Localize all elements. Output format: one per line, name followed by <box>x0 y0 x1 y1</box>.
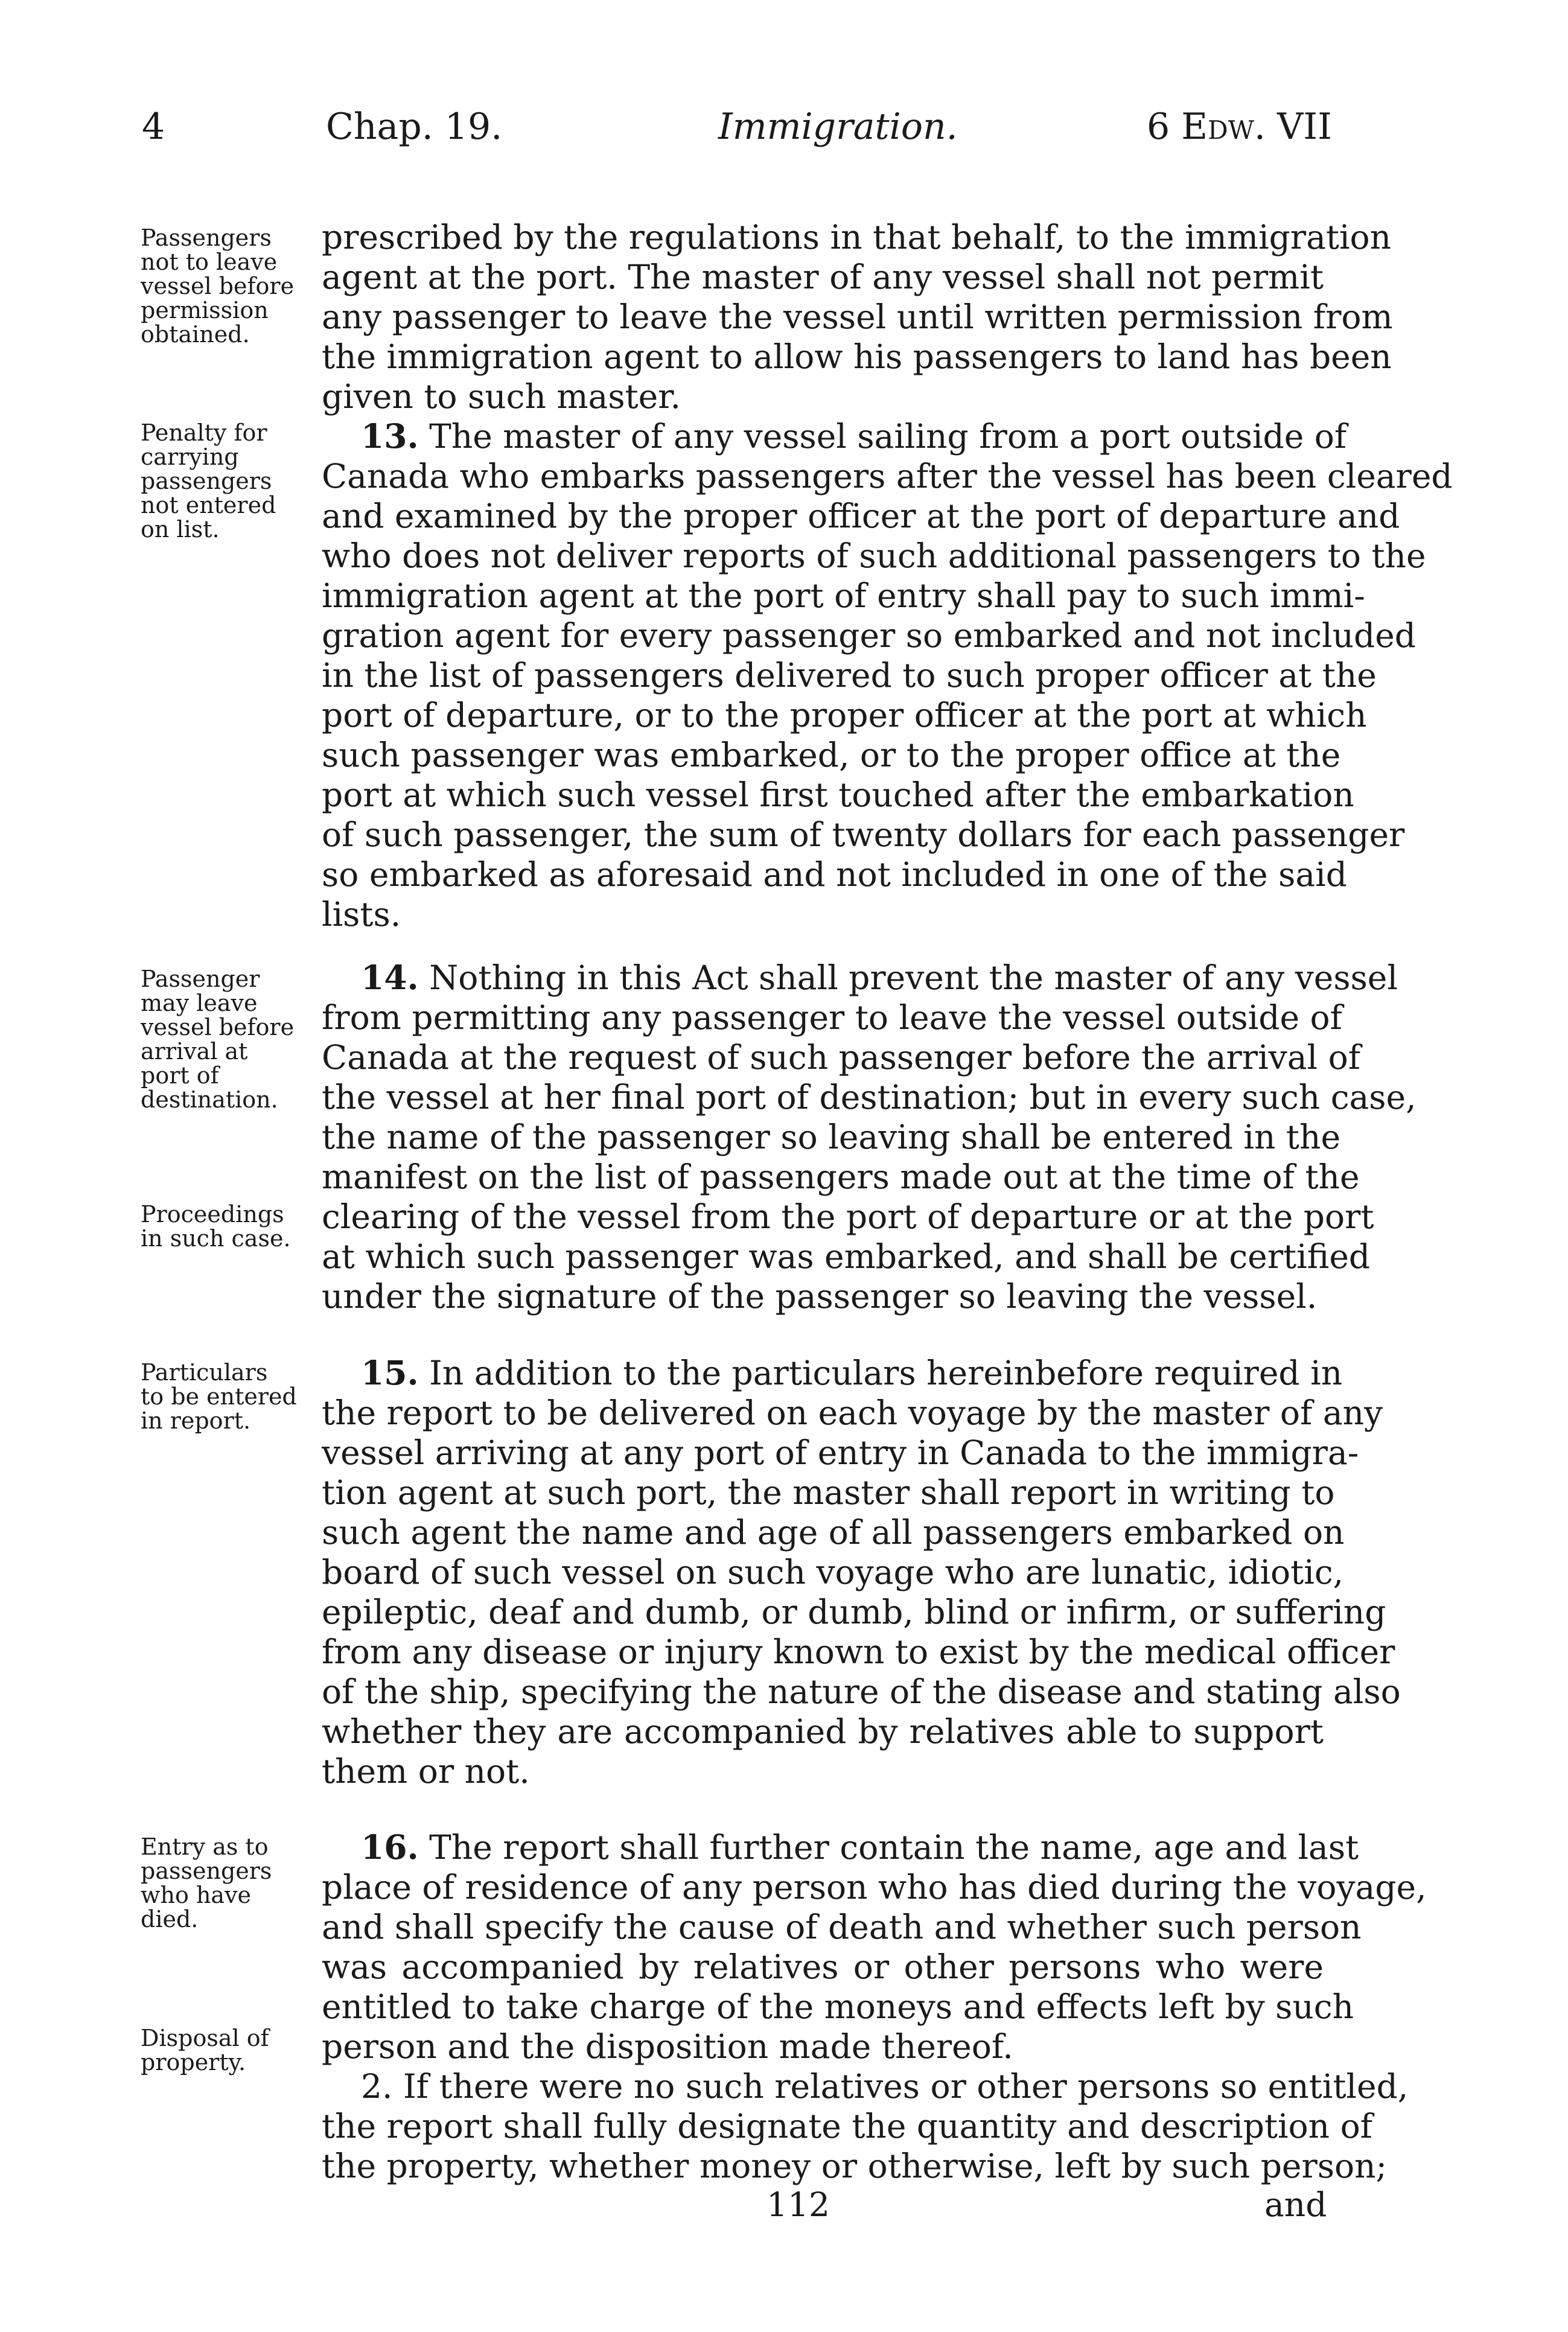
regnal-year: 6 Edw. VII <box>1147 106 1332 148</box>
marginal-note: property. <box>141 2049 246 2076</box>
body-line: Canada who embarks passengers after the vessel has been cleared <box>322 457 1453 495</box>
marginal-note: not entered <box>141 492 276 518</box>
marginal-note: Proceedings <box>141 1201 284 1228</box>
catchword: and <box>1264 2185 1327 2224</box>
marginal-note: died. <box>141 1906 199 1932</box>
section-15-first-line: 15. In addition to the particulars hereinbefore required in <box>361 1353 1343 1392</box>
folio-number: 112 <box>766 2185 830 2224</box>
body-line: any passenger to leave the vessel until written permission from <box>322 298 1393 336</box>
body-line: gration agent for every passenger so embarked and not included <box>322 616 1416 655</box>
body-line: was accompanied by relatives or other persons who were <box>322 1948 1324 1986</box>
body-line: and shall specify the cause of death and whether such person <box>322 1908 1362 1946</box>
body-line: given to such master. <box>322 377 681 416</box>
body-line: under the signature of the passenger so leaving the vessel. <box>322 1277 1318 1316</box>
body-line: person and the disposition made thereof. <box>322 2027 1013 2066</box>
body-line: of the ship, specifying the nature of the disease and stating also <box>322 1672 1401 1711</box>
marginal-note: obtained. <box>141 321 250 348</box>
body-line: tion agent at such port, the master shall report in writing to <box>322 1473 1335 1512</box>
marginal-note: port of <box>141 1062 219 1089</box>
section-13-first-line: 13. The master of any vessel sailing from a port outside of <box>361 416 1347 456</box>
marginal-note: who have <box>141 1882 252 1908</box>
section-16-first-line: 16. The report shall further contain the name, age and last <box>361 1827 1359 1867</box>
body-line: port at which such vessel first touched after the embarkation <box>322 776 1354 814</box>
body-line: Canada at the request of such passenger before the arrival of <box>322 1038 1361 1077</box>
body-line: whether they are accompanied by relatives able to support <box>322 1712 1324 1751</box>
body-line: of such passenger, the sum of twenty dollars for each passenger <box>322 815 1405 854</box>
body-line: entitled to take charge of the moneys and effects left by such <box>322 1987 1354 2026</box>
page-number: 4 <box>142 106 165 148</box>
body-line: who does not deliver reports of such additional passengers to the <box>322 537 1426 575</box>
marginal-note: destination. <box>141 1086 278 1113</box>
marginal-note: Passenger <box>141 966 260 992</box>
body-line: agent at the port. The master of any vessel shall not permit <box>322 258 1324 296</box>
body-line: epileptic, deaf and dumb, or dumb, blind or infirm, or suffering <box>322 1593 1386 1631</box>
section-number: 13. <box>361 416 419 456</box>
body-line: board of such vessel on such voyage who are lunatic, idiotic, <box>322 1553 1344 1591</box>
marginal-note: carrying <box>141 444 239 470</box>
section-14-first-line: 14. Nothing in this Act shall prevent the master of any vessel <box>361 958 1398 997</box>
body-line: immigration agent at the port of entry shall pay to such immi- <box>322 576 1365 615</box>
body-line: the immigration agent to allow his passengers to land has been <box>322 337 1392 376</box>
marginal-note: Particulars <box>141 1359 268 1386</box>
marginal-note: in such case. <box>141 1225 291 1252</box>
section-number: 14. <box>361 958 419 997</box>
marginal-note: Passengers <box>141 225 272 251</box>
body-line: such passenger was embarked, or to the proper office at the <box>322 736 1341 774</box>
marginal-note: vessel before <box>141 273 295 299</box>
marginal-note: passengers <box>141 1858 272 1884</box>
body-line: the vessel at her final port of destination; but in every such case, <box>322 1078 1417 1117</box>
marginal-note: permission <box>141 297 269 323</box>
marginal-note: Entry as to <box>141 1833 269 1860</box>
body-line: lists. <box>322 895 401 934</box>
marginal-note: Penalty for <box>141 419 267 446</box>
body-line: such agent the name and age of all passengers embarked on <box>322 1513 1345 1552</box>
marginal-note: to be entered <box>141 1383 297 1410</box>
body-line: port of departure, or to the proper officer at the port at which <box>322 696 1367 734</box>
body-line: them or not. <box>322 1752 530 1791</box>
body-line: place of residence of any person who has died during the voyage, <box>322 1868 1427 1907</box>
body-line: prescribed by the regulations in that behalf, to the immigration <box>322 218 1392 256</box>
subsection-2-line: 2. If there were no such relatives or other persons so entitled, <box>361 2067 1409 2106</box>
marginal-note: Disposal of <box>141 2025 269 2051</box>
marginal-note: not to leave <box>141 249 278 275</box>
marginal-note: in report. <box>141 1407 251 1434</box>
section-number: 15. <box>361 1353 419 1392</box>
body-line: the report shall fully designate the quantity and description of <box>322 2107 1373 2146</box>
marginal-note: arrival at <box>141 1038 248 1065</box>
marginal-note: passengers <box>141 468 272 494</box>
marginal-note: on list. <box>141 516 220 543</box>
body-line: manifest on the list of passengers made out at the time of the <box>322 1158 1360 1196</box>
section-number: 16. <box>361 1827 419 1867</box>
body-line: the name of the passenger so leaving shall be entered in the <box>322 1118 1341 1156</box>
body-line: from permitting any passenger to leave the vessel outside of <box>322 998 1342 1037</box>
marginal-note: vessel before <box>141 1014 295 1040</box>
body-line: and examined by the proper officer at the port of departure and <box>322 497 1400 535</box>
body-line: from any disease or injury known to exist by the medical officer <box>322 1633 1395 1671</box>
body-line: the property, whether money or otherwise, left by such person; <box>322 2147 1388 2185</box>
marginal-note: may leave <box>141 990 258 1016</box>
chapter-label: Chap. 19. <box>326 106 503 148</box>
running-title: Immigration. <box>718 106 958 148</box>
body-line: at which such passenger was embarked, and shall be certified <box>322 1237 1371 1276</box>
body-line: in the list of passengers delivered to such proper officer at the <box>322 656 1377 695</box>
body-line: vessel arriving at any port of entry in Canada to the immigra- <box>322 1433 1359 1472</box>
body-line: clearing of the vessel from the port of departure or at the port <box>322 1197 1374 1236</box>
body-line: so embarked as aforesaid and not included in one of the said <box>322 855 1347 894</box>
body-line: the report to be delivered on each voyage by the master of any <box>322 1394 1383 1432</box>
